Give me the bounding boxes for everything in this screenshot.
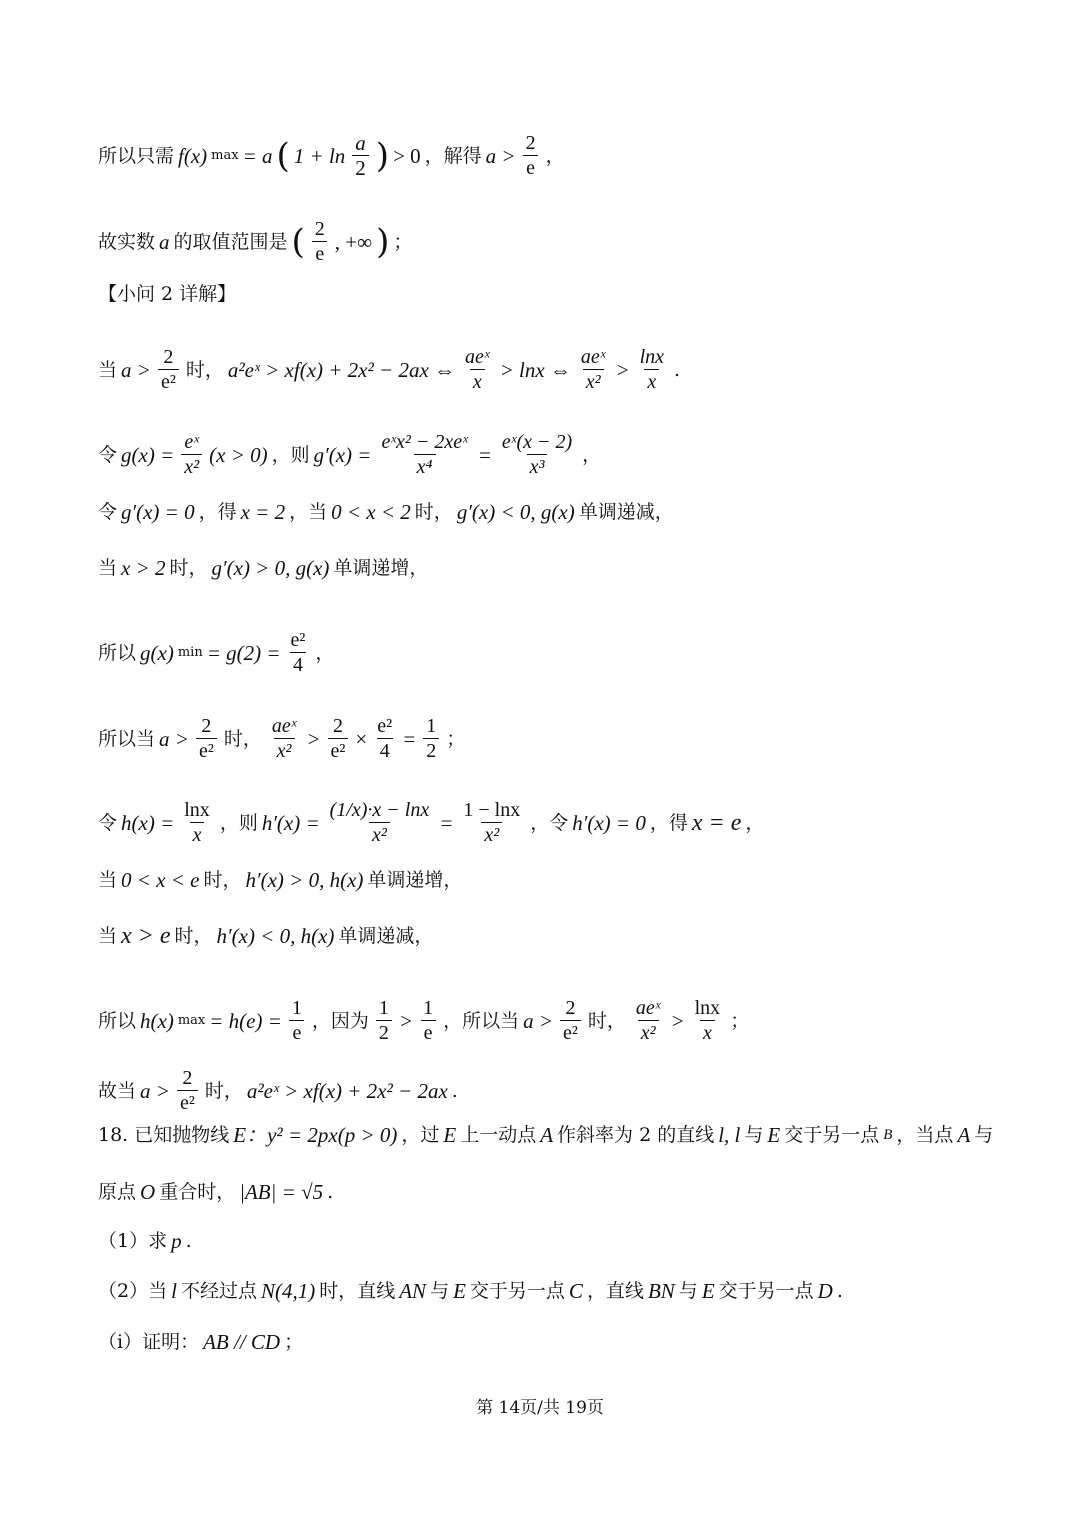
math: >	[398, 1008, 414, 1033]
math: 0 < x < e	[121, 868, 200, 892]
math: x > e	[121, 923, 171, 949]
math: g′(x) =	[313, 442, 372, 467]
text-line-condition: 所以只需 f(x) max = a ( 1 + ln $\frac{a}{2}$ ) > 0 ，解得 a > $\frac{2}{e}$ ，	[98, 131, 565, 180]
math: =	[439, 810, 454, 835]
text: 当	[98, 557, 118, 579]
text: 故实数	[98, 230, 156, 253]
math: >	[670, 1008, 685, 1033]
text: ，解得	[424, 144, 482, 167]
text: 令	[98, 443, 118, 466]
denominator: x²	[638, 1020, 659, 1045]
text: 时，	[185, 358, 224, 381]
text: 时，	[414, 501, 453, 523]
numerator: eˣx² − 2xeˣ	[381, 431, 468, 453]
numerator: aeˣ	[635, 997, 661, 1019]
math: g′(x) = 0	[121, 500, 195, 524]
text: ，所以当	[443, 1009, 520, 1032]
text: ，	[582, 443, 602, 466]
text: 当	[98, 869, 118, 891]
math: g′(x) > 0, g(x)	[211, 556, 330, 580]
numerator: lnx	[639, 346, 665, 368]
text: 与	[974, 1124, 994, 1146]
math: g′(x) < 0, g(x)	[456, 500, 575, 524]
fraction	[328, 714, 349, 763]
fraction	[181, 430, 202, 479]
text: 当	[98, 358, 118, 381]
numerator: 2	[525, 132, 536, 154]
text: ，直线	[586, 1280, 644, 1302]
question-18-part-2-i	[98, 1330, 1020, 1354]
numerator: aeˣ	[271, 715, 297, 737]
math: = g(2) =	[206, 640, 281, 665]
math: , +∞	[334, 229, 373, 254]
denominator: e²	[328, 738, 349, 763]
denominator: x³	[527, 454, 548, 479]
math: >	[615, 357, 630, 382]
math: a >	[159, 726, 189, 751]
denominator: x²	[481, 822, 502, 847]
fraction	[376, 996, 392, 1045]
text: .	[451, 1079, 458, 1102]
fraction	[378, 430, 470, 479]
fraction	[269, 714, 300, 763]
text: 18. 已知抛物线	[98, 1124, 230, 1146]
math: N(4,1)	[260, 1279, 316, 1303]
math: (x > 0)	[209, 442, 268, 467]
paren: )	[375, 135, 390, 176]
math: > 0	[393, 143, 421, 168]
math: D	[817, 1279, 833, 1303]
math: g(x) =	[121, 442, 175, 467]
text: ，则	[219, 811, 258, 834]
math: 0 < x < 2	[331, 500, 411, 524]
text: 原点	[98, 1181, 137, 1203]
fraction	[499, 430, 575, 479]
section-heading	[98, 282, 1020, 306]
numerator: 2	[163, 346, 174, 368]
text: 与	[678, 1280, 698, 1302]
text: ，令	[530, 811, 569, 834]
math: B	[883, 1127, 893, 1143]
denominator: e²	[177, 1090, 198, 1115]
math: >	[306, 726, 321, 751]
text: 的取值范围是	[173, 230, 288, 253]
numerator: eˣ	[184, 431, 199, 453]
text: ；	[730, 1009, 750, 1032]
text-line-equivalence	[98, 345, 1020, 394]
text: 重合时，	[159, 1181, 236, 1203]
math: =	[477, 442, 492, 467]
text: 单调递增，	[333, 557, 429, 579]
math: E	[443, 1123, 457, 1147]
fraction	[523, 131, 539, 180]
math: E：y² = 2px(p > 0)	[233, 1123, 398, 1147]
text: .	[674, 358, 681, 381]
math: h′(x) < 0, h(x)	[216, 924, 335, 948]
heading-text: 【小问 2 详解】	[98, 283, 237, 305]
numerator: 1	[426, 715, 437, 737]
text: 时，	[223, 727, 262, 750]
denominator: 4	[290, 652, 306, 677]
fraction	[312, 217, 328, 266]
text: 作斜率为 2 的直线	[557, 1124, 715, 1146]
denominator: e	[312, 241, 327, 266]
math: p	[171, 1229, 182, 1253]
text: 所以当	[98, 727, 156, 750]
math: A	[540, 1123, 554, 1147]
math: g(x)	[140, 640, 174, 665]
text-line-h-increasing	[98, 868, 1020, 892]
math: E	[453, 1279, 466, 1303]
text: 单调递减，	[578, 501, 674, 523]
text: 交于另一点	[469, 1280, 565, 1302]
question-18-part-1	[98, 1229, 1020, 1253]
math: a >	[121, 357, 151, 382]
fraction	[578, 345, 609, 394]
numerator: 2	[201, 715, 212, 737]
math: a²eˣ > xf(x) + 2x² − 2ax ⇔	[227, 357, 456, 382]
denominator: 2	[376, 1020, 392, 1045]
text: 与	[430, 1280, 450, 1302]
text-line-g-increasing	[98, 556, 1020, 580]
paren: )	[376, 221, 390, 262]
text: （1）求	[98, 1230, 168, 1252]
denominator: e²	[158, 369, 179, 394]
math: A	[957, 1123, 971, 1147]
fraction	[460, 798, 523, 847]
numerator: e²	[290, 629, 306, 651]
denominator: e	[289, 1020, 304, 1045]
numerator: 1	[291, 997, 302, 1019]
math: h(x)	[140, 1008, 174, 1033]
fraction	[158, 345, 179, 394]
math: h′(x) =	[261, 810, 320, 835]
text: 交于另一点	[718, 1280, 814, 1302]
math: 1 + ln	[293, 143, 346, 168]
denominator: x	[700, 1020, 715, 1045]
math: a >	[140, 1078, 170, 1103]
text: 单调递增，	[367, 869, 463, 891]
math: h′(x) > 0, h(x)	[245, 868, 364, 892]
numerator: lnx	[184, 799, 210, 821]
math: x > 2	[121, 556, 166, 580]
math: |AB| = √5	[239, 1180, 324, 1204]
fraction	[196, 714, 217, 763]
text: .	[836, 1280, 843, 1302]
text: 时，直线	[319, 1280, 396, 1302]
text: （2）当	[98, 1280, 168, 1302]
text: ，当点	[896, 1124, 954, 1146]
text: 时，	[174, 925, 213, 947]
text: 所以只需	[98, 144, 175, 167]
text: ，则	[271, 443, 310, 466]
text-line-g-decreasing	[98, 500, 1020, 524]
denominator: x²	[583, 369, 604, 394]
math: x = e	[691, 809, 742, 836]
text: 单调递减，	[338, 925, 434, 947]
text: 令	[98, 501, 118, 523]
math: AB // CD	[203, 1330, 281, 1354]
denominator: e	[523, 155, 538, 180]
text: ，得	[198, 501, 237, 523]
fraction	[288, 628, 309, 677]
math: C	[568, 1279, 583, 1303]
math: f(x)	[178, 143, 208, 168]
text: 故当	[98, 1079, 137, 1102]
text: ；	[446, 727, 466, 750]
numerator: 1	[423, 997, 434, 1019]
fraction	[374, 714, 395, 763]
fraction	[637, 345, 667, 394]
text: 上一动点	[460, 1124, 537, 1146]
math: =	[402, 726, 417, 751]
text-line-g-min: 所以 g(x) min = g(2) = $\frac{\text{e²}}{4}$ ，	[98, 629, 335, 676]
fraction	[181, 798, 213, 847]
fraction	[289, 996, 305, 1045]
fraction	[420, 996, 436, 1045]
text: ；	[393, 230, 413, 253]
denominator: e²	[196, 738, 217, 763]
numerator: lnx	[694, 997, 721, 1019]
text: 令	[98, 811, 118, 834]
denominator: x²	[369, 822, 390, 847]
numerator: aeˣ	[465, 346, 490, 368]
math: > lnx ⇔	[499, 357, 571, 382]
fraction	[177, 1066, 198, 1115]
question-18-line-2	[98, 1180, 1020, 1204]
page-footer: 第 14页/共 19页	[476, 1398, 604, 1418]
math: = h(e) =	[209, 1008, 282, 1033]
text: .	[185, 1230, 192, 1252]
math: a²eˣ > xf(x) + 2x² − 2ax	[246, 1078, 448, 1103]
fraction	[423, 714, 439, 763]
paren: (	[291, 221, 305, 262]
text: ，	[545, 144, 565, 167]
text: 与	[744, 1124, 764, 1146]
text: ，过	[401, 1124, 440, 1146]
text: 时，	[169, 557, 208, 579]
denominator: 2	[423, 738, 439, 763]
math: a >	[485, 143, 516, 168]
text: 不经过点	[180, 1280, 257, 1302]
text: 交于另一点	[784, 1124, 880, 1146]
numerator: 1 − lnx	[463, 799, 521, 821]
fraction	[352, 131, 369, 180]
math: l, l	[718, 1123, 741, 1147]
text: 时，	[587, 1009, 626, 1032]
paren: (	[276, 135, 290, 176]
text: ，因为	[311, 1009, 369, 1032]
denominator: x⁴	[414, 454, 436, 479]
text-line-range	[98, 217, 1020, 266]
denominator: e²	[560, 1020, 581, 1045]
numerator: e²	[377, 715, 393, 737]
numerator: 2	[565, 997, 576, 1019]
math: E	[767, 1123, 781, 1147]
numerator: (1/x)·x − lnx	[329, 799, 430, 821]
text: 时，	[203, 869, 242, 891]
numerator: a	[355, 131, 366, 155]
numerator: 1	[378, 997, 389, 1019]
text: ，	[315, 641, 335, 664]
denominator: e	[421, 1020, 436, 1045]
text-line-define-g	[98, 430, 1020, 479]
text-line-h-max: 所以 h(x) max = h(e) = $\frac{1}{e}$ ，因为 $\frac{1}{2}$ > $\frac{1}{e}$ ，所以当 a > $\frac{2}{\text{e²}}$ 时， $\frac{\text{aeˣ}}{\text{x²}}$ > $\frac{\ln x}{x}$ ；	[98, 997, 750, 1044]
text: ；	[284, 1331, 304, 1353]
text: ，	[745, 811, 765, 834]
fraction	[327, 798, 433, 847]
math: O	[140, 1180, 156, 1204]
denominator: 2	[352, 155, 369, 180]
denominator: x²	[274, 738, 295, 763]
text-line-define-h	[98, 798, 1020, 847]
fraction	[560, 996, 581, 1045]
text-line-conclusion	[98, 1066, 1020, 1115]
text-line-inequality	[98, 714, 1020, 763]
fraction	[462, 345, 493, 394]
denominator: 4	[377, 738, 393, 763]
fraction	[692, 996, 724, 1045]
fraction	[633, 996, 664, 1045]
text: ，得	[649, 811, 688, 834]
numerator: 2	[182, 1067, 193, 1089]
denominator: x	[644, 369, 659, 394]
text: （i）证明：	[98, 1331, 200, 1353]
math: l	[171, 1279, 177, 1303]
numerator: aeˣ	[580, 346, 606, 368]
math: BN	[647, 1279, 675, 1303]
text: 当	[98, 925, 118, 947]
math: E	[701, 1279, 715, 1303]
denominator: x	[470, 369, 485, 394]
math: = a	[242, 143, 273, 168]
text: 时，	[204, 1079, 243, 1102]
math: x = 2	[240, 500, 286, 524]
math: ×	[355, 726, 368, 751]
denominator: x	[190, 822, 205, 847]
math: h(x) =	[121, 810, 175, 835]
question-18-line-1	[98, 1123, 1020, 1147]
numerator: 2	[314, 218, 325, 240]
math: h′(x) = 0	[572, 810, 646, 835]
numerator: 2	[332, 715, 343, 737]
numerator: eˣ(x − 2)	[501, 431, 573, 453]
question-18-part-2	[98, 1279, 1020, 1303]
math: a >	[523, 1008, 554, 1033]
text: .	[327, 1181, 334, 1203]
denominator: x²	[181, 454, 202, 479]
text: ，当	[289, 501, 328, 523]
math: a	[159, 229, 170, 254]
math: AN	[399, 1279, 427, 1303]
text: 所以	[98, 641, 137, 664]
text-line-h-decreasing	[98, 924, 1020, 948]
text: 所以	[98, 1009, 137, 1032]
